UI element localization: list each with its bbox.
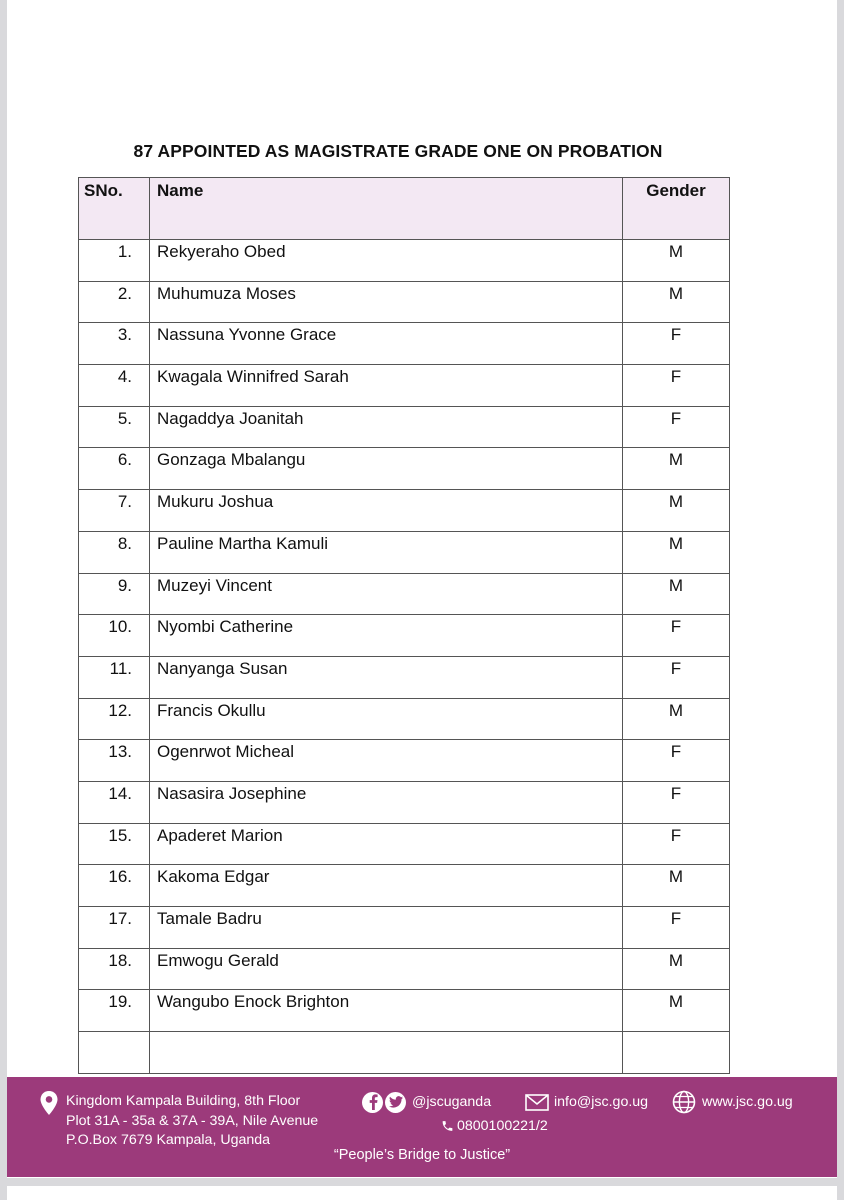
appointee-gender: M — [623, 948, 730, 990]
appointee-name: Gonzaga Mbalangu — [150, 448, 623, 490]
appointee-name: Kwagala Winnifred Sarah — [150, 365, 623, 407]
appointee-name: Kakoma Edgar — [150, 865, 623, 907]
appointee-name: Emwogu Gerald — [150, 948, 623, 990]
table-row — [79, 573, 730, 615]
appointee-name: Rekyeraho Obed — [150, 240, 623, 282]
appointee-gender: M — [623, 865, 730, 907]
appointee-name: Tamale Badru — [150, 907, 623, 949]
table-row — [79, 281, 730, 323]
appointee-gender: M — [623, 281, 730, 323]
row-number: 11. — [79, 656, 150, 698]
table-row — [79, 990, 730, 1032]
row-number: 10. — [79, 615, 150, 657]
table-row — [79, 615, 730, 657]
table-row — [79, 323, 730, 365]
appointee-gender: F — [623, 323, 730, 365]
row-number: 16. — [79, 865, 150, 907]
appointee-name: Wangubo Enock Brighton — [150, 990, 623, 1032]
address-line: Plot 31A - 35a & 37A - 39A, Nile Avenue — [66, 1112, 319, 1129]
row-number: 13. — [79, 740, 150, 782]
appointee-name: Nagaddya Joanitah — [150, 406, 623, 448]
twitter-icon[interactable] — [385, 1092, 406, 1113]
appointee-name: Nasasira Josephine — [150, 781, 623, 823]
table-row — [79, 365, 730, 407]
table-row — [79, 823, 730, 865]
phone-contact[interactable] — [441, 1118, 548, 1134]
social-links[interactable] — [362, 1089, 491, 1115]
appointee-name: Mukuru Joshua — [150, 490, 623, 532]
appointee-gender: F — [623, 365, 730, 407]
table-row — [79, 448, 730, 490]
column-header-sno: SNo. — [79, 178, 150, 240]
table-row — [79, 240, 730, 282]
column-header-name: Name — [150, 178, 623, 240]
row-number: 7. — [79, 490, 150, 532]
table-row — [79, 865, 730, 907]
appointees-table — [78, 177, 730, 1074]
appointee-gender: F — [623, 656, 730, 698]
phone-number[interactable]: 0800100221/2 — [457, 1118, 548, 1134]
appointee-name: Nanyanga Susan — [150, 656, 623, 698]
document-page — [7, 0, 837, 1178]
row-number: 6. — [79, 448, 150, 490]
row-number: 8. — [79, 531, 150, 573]
appointee-name: Apaderet Marion — [150, 823, 623, 865]
row-number — [79, 1032, 150, 1074]
appointee-name: Muzeyi Vincent — [150, 573, 623, 615]
appointee-gender: F — [623, 406, 730, 448]
appointee-gender: F — [623, 740, 730, 782]
row-number: 5. — [79, 406, 150, 448]
table-row — [79, 1032, 730, 1074]
row-number: 17. — [79, 907, 150, 949]
row-number: 14. — [79, 781, 150, 823]
table-row — [79, 907, 730, 949]
website-url[interactable]: www.jsc.go.ug — [702, 1094, 793, 1110]
table-row — [79, 781, 730, 823]
address-line: P.O.Box 7679 Kampala, Uganda — [66, 1132, 271, 1148]
row-number: 19. — [79, 990, 150, 1032]
row-number: 12. — [79, 698, 150, 740]
table-row — [79, 740, 730, 782]
row-number: 15. — [79, 823, 150, 865]
website-contact[interactable] — [672, 1089, 793, 1115]
appointee-name: Pauline Martha Kamuli — [150, 531, 623, 573]
row-number: 18. — [79, 948, 150, 990]
appointee-gender: F — [623, 907, 730, 949]
office-address — [66, 1092, 318, 1151]
footer-band — [7, 1077, 837, 1177]
email-address[interactable]: info@jsc.go.ug — [554, 1094, 649, 1110]
appointee-name: Francis Okullu — [150, 698, 623, 740]
table-row — [79, 406, 730, 448]
table-row — [79, 531, 730, 573]
facebook-icon[interactable] — [362, 1092, 383, 1113]
appointee-gender: F — [623, 781, 730, 823]
appointee-gender: F — [623, 615, 730, 657]
appointee-gender: M — [623, 448, 730, 490]
appointee-gender: M — [623, 573, 730, 615]
table-header-row — [79, 178, 730, 240]
phone-icon — [441, 1119, 454, 1133]
appointee-name: Ogenrwot Micheal — [150, 740, 623, 782]
appointee-name — [150, 1032, 623, 1074]
document-title: 87 APPOINTED AS MAGISTRATE GRADE ONE ON PROBATION — [133, 141, 663, 161]
next-page-edge — [7, 1186, 837, 1200]
column-header-gender: Gender — [623, 178, 730, 240]
row-number: 9. — [79, 573, 150, 615]
table-row — [79, 490, 730, 532]
appointee-gender: M — [623, 240, 730, 282]
appointee-gender: M — [623, 698, 730, 740]
appointee-gender — [623, 1032, 730, 1074]
address-line: Kingdom Kampala Building, 8th Floor — [66, 1093, 301, 1109]
appointee-gender: M — [623, 531, 730, 573]
table-row — [79, 948, 730, 990]
motto: “People’s Bridge to Justice” — [333, 1147, 511, 1163]
appointee-gender: M — [623, 990, 730, 1032]
globe-icon — [672, 1090, 696, 1114]
appointee-name: Nassuna Yvonne Grace — [150, 323, 623, 365]
row-number: 4. — [79, 365, 150, 407]
row-number: 1. — [79, 240, 150, 282]
appointee-name: Nyombi Catherine — [150, 615, 623, 657]
mail-icon — [525, 1094, 549, 1111]
table-row — [79, 656, 730, 698]
row-number: 3. — [79, 323, 150, 365]
table-body — [79, 240, 730, 1074]
social-handle[interactable]: @jscuganda — [412, 1094, 492, 1110]
row-number: 2. — [79, 281, 150, 323]
appointee-gender: M — [623, 490, 730, 532]
table-row — [79, 698, 730, 740]
location-pin-icon — [40, 1091, 58, 1115]
appointee-name: Muhumuza Moses — [150, 281, 623, 323]
appointee-gender: F — [623, 823, 730, 865]
email-contact[interactable] — [525, 1089, 648, 1115]
